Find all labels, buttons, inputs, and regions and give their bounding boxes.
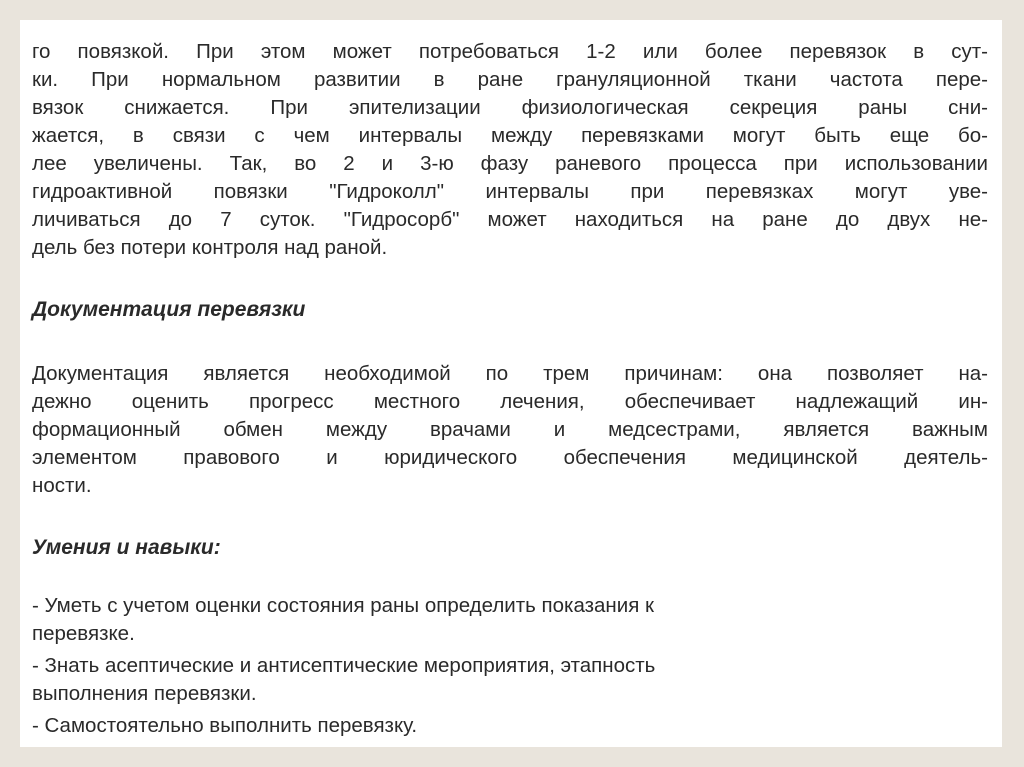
list-item-line: - Знать асептические и антисептические мероприятия, этапность [32, 654, 656, 677]
text-line: лее увеличены. Так, во 2 и 3-ю фазу раневого процесса при использовании [32, 152, 988, 175]
text-line: гидроактивной повязки "Гидроколл" интервалы при перевязках могут уве- [32, 180, 988, 203]
text-line: личиваться до 7 суток. "Гидросорб" может находиться на ране до двух не- [32, 208, 988, 231]
text-line: элементом правового и юридического обеспечения медицинской деятель- [32, 446, 988, 469]
text-line: дель без потери контроля над раной. [32, 236, 388, 259]
list-item-line: перевязке. [32, 622, 135, 645]
text-line: дежно оценить прогресс местного лечения, обеспечивает надлежащий ин- [32, 390, 988, 413]
list-item-line: - Самостоятельно выполнить перевязку. [32, 714, 418, 737]
list-item-line: - Уметь с учетом оценки состояния раны определить показания к [32, 594, 654, 617]
document-page [20, 20, 1002, 747]
text-line: ки. При нормальном развитии в ране грануляционной ткани частота пере- [32, 68, 988, 91]
text-line: го повязкой. При этом может потребоваться 1-2 или более перевязок в сут- [32, 40, 988, 63]
text-line: жается, в связи с чем интервалы между перевязками могут быть еще бо- [32, 124, 988, 147]
list-item-line: выполнения перевязки. [32, 682, 257, 705]
text-line: формационный обмен между врачами и медсестрами, является важным [32, 418, 988, 441]
text-line: Документация является необходимой по трем причинам: она позволяет на- [32, 362, 988, 385]
paragraph-documentation [32, 360, 988, 500]
paragraph-dressing-frequency [32, 38, 988, 262]
section-heading-documentation: Документация перевязки [32, 298, 306, 321]
text-line: ности. [32, 474, 92, 497]
skills-list [32, 592, 988, 740]
list-item [32, 652, 988, 708]
section-heading-skills: Умения и навыки: [32, 536, 221, 559]
list-item [32, 592, 988, 648]
text-line: вязок снижается. При эпителизации физиологическая секреция раны сни- [32, 96, 988, 119]
list-item [32, 712, 988, 740]
